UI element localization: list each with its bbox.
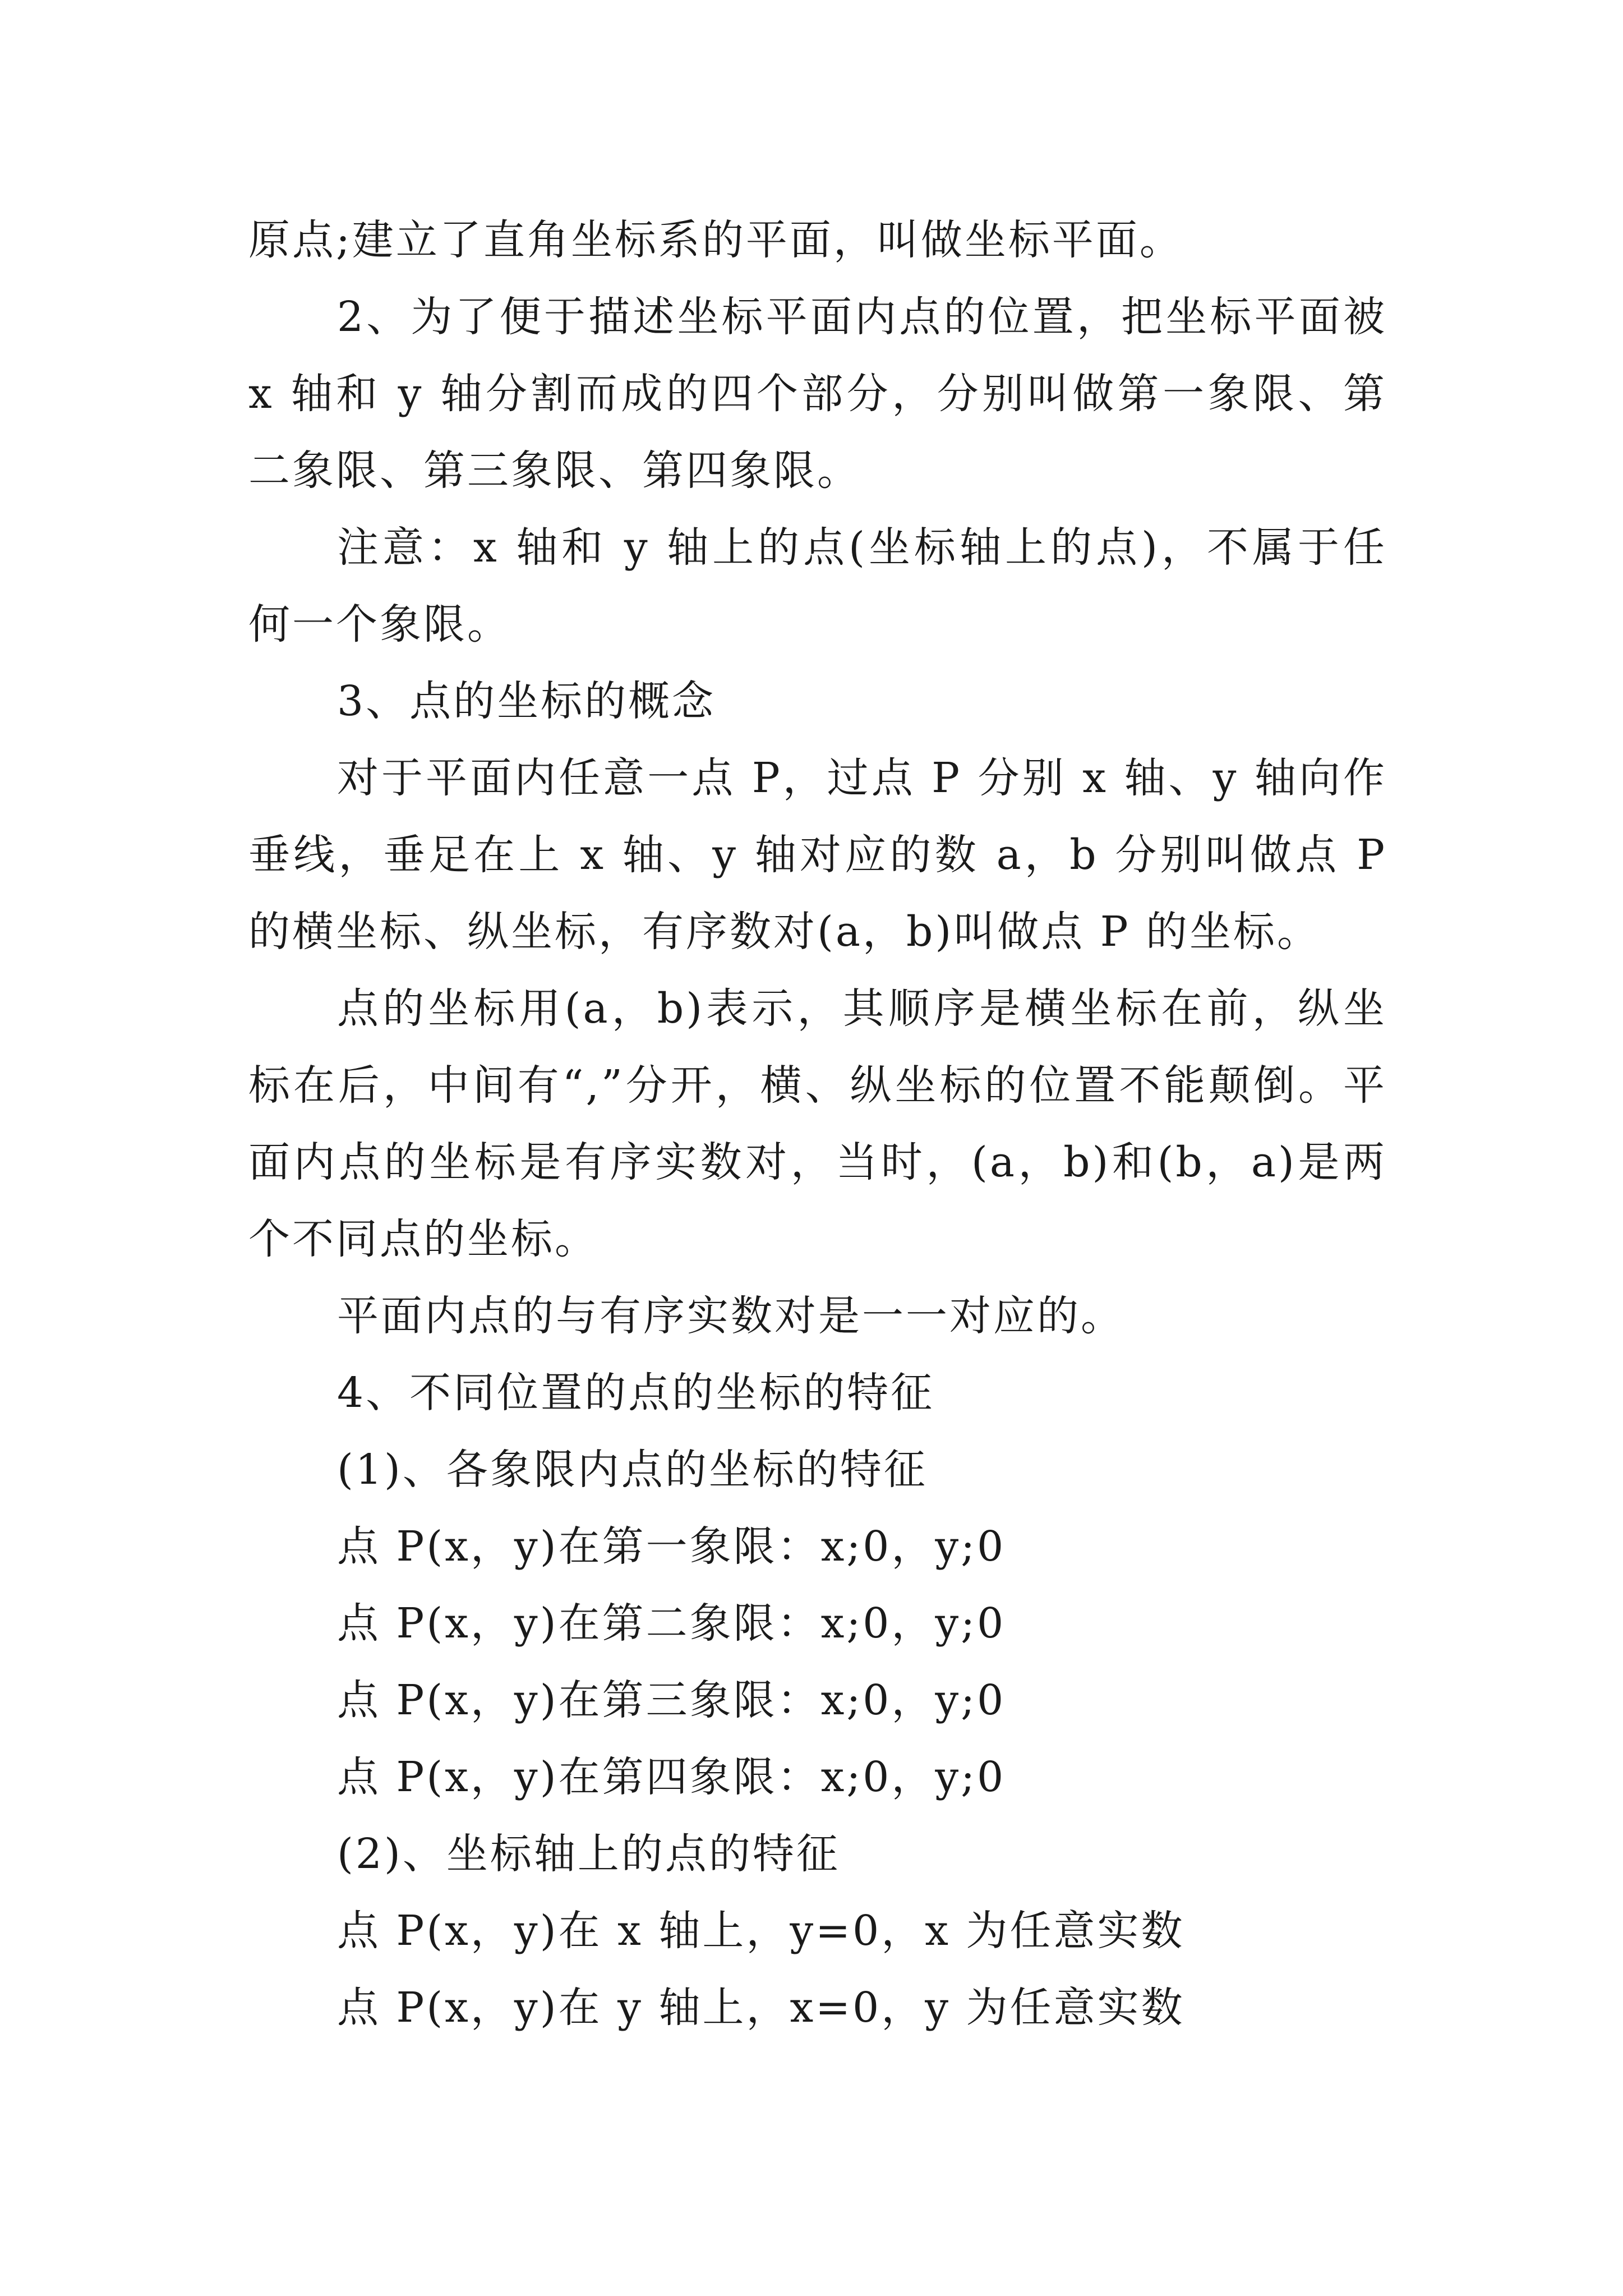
line-quadrant-1: 点 P(x，y)在第一象限：x;0，y;0 (337, 1522, 1006, 1571)
document-body (248, 202, 1387, 2046)
line-y-axis: 点 P(x，y)在 y 轴上，x=0，y 为任意实数 (337, 1984, 1185, 2032)
line-quadrant-3: 点 P(x，y)在第三象限：x;0，y;0 (337, 1676, 1006, 1724)
heading-point-coordinates: 3、点的坐标的概念 (337, 677, 716, 725)
line-x-axis: 点 P(x，y)在 x 轴上，y=0，x 为任意实数 (337, 1907, 1185, 1955)
heading-position-features: 4、不同位置的点的坐标的特征 (337, 1369, 935, 1417)
paragraph-quadrants: 2、为了便于描述坐标平面内点的位置，把坐标平面被 x 轴和 y 轴分割而成的四个部分，分别叫做第一象限、第二象限、第三象限、第四象限。 (248, 293, 1387, 495)
line-quadrant-4: 点 P(x，y)在第四象限：x;0，y;0 (337, 1753, 1006, 1801)
paragraph-coordinate-order: 点的坐标用(a，b)表示，其顺序是横坐标在前，纵坐标在后，中间有“,”分开，横、纵坐标的位置不能颠倒。平面内点的坐标是有序实数对，当时，(a，b)和(b，a)是两个不同点的坐标。 (248, 984, 1387, 1263)
paragraph-coordinate-definition: 对于平面内任意一点 P，过点 P 分别 x 轴、y 轴向作垂线，垂足在上 x 轴、y 轴对应的数 a，b 分别叫做点 P 的横坐标、纵坐标，有序数对(a，b)叫做点 P 的坐标。 (248, 754, 1387, 956)
paragraph-origin-definition: 原点;建立了直角坐标系的平面，叫做坐标平面。 (248, 216, 1183, 264)
subheading-axis-features: (2)、坐标轴上的点的特征 (337, 1830, 840, 1878)
subheading-quadrant-features: (1)、各象限内点的坐标的特征 (337, 1446, 928, 1494)
line-quadrant-2: 点 P(x，y)在第二象限：x;0，y;0 (337, 1599, 1006, 1648)
paragraph-one-to-one: 平面内点的与有序实数对是一一对应的。 (337, 1292, 1124, 1340)
paragraph-note-axes: 注意：x 轴和 y 轴上的点(坐标轴上的点)，不属于任何一个象限。 (248, 523, 1387, 648)
